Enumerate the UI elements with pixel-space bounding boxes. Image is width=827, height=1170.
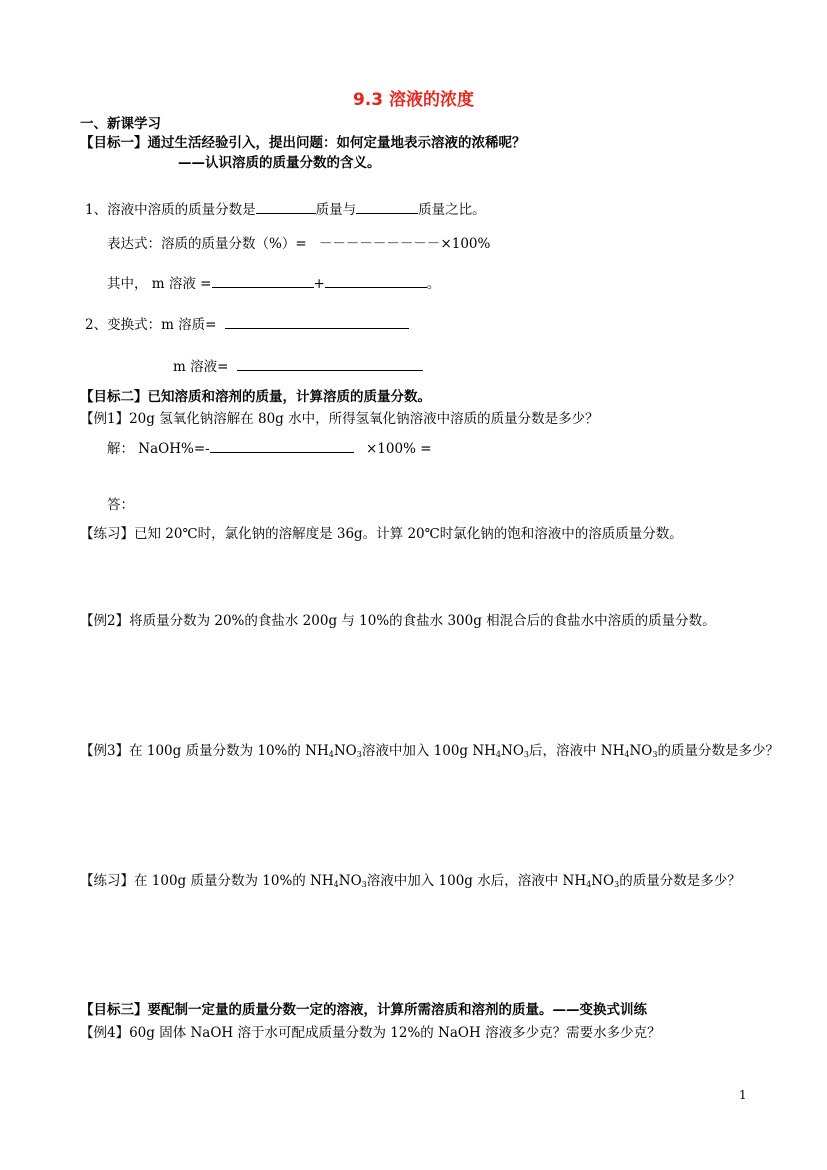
example-three-text-c: 溶液中加入 100g NH — [361, 743, 496, 759]
goal-one-subtitle: ——认识溶质的质量分数的含义。 — [178, 155, 381, 171]
blank-definition-2[interactable] — [356, 200, 418, 214]
blank-solute-formula[interactable] — [225, 315, 409, 329]
page-number: 1 — [739, 1088, 747, 1102]
subscript-4: 4 — [495, 750, 502, 759]
example-three — [80, 742, 779, 764]
solution-label: 解： NaOH%=- — [107, 441, 210, 457]
page-title: 9.3 溶液的浓度 — [352, 90, 475, 110]
blank-definition-1[interactable] — [256, 200, 316, 214]
practice-two-text-e: 的质量分数是多少？ — [619, 873, 741, 889]
blank-solvent-mass[interactable] — [325, 274, 427, 288]
section-heading: 一、新课学习 — [80, 116, 161, 132]
formula-fraction-dashes: －－－－－－－－－ — [318, 236, 441, 252]
where-label: 其中， m 溶液 = — [107, 276, 212, 292]
example-three-text-g: 的质量分数是多少？ — [657, 743, 779, 759]
formula-label: 表达式：溶质的质量分数（%）= — [107, 236, 307, 252]
goal-two-heading: 【目标二】已知溶质和溶剂的质量，计算溶质的质量分数。 — [80, 389, 431, 405]
goal-three-heading: 【目标三】要配制一定量的质量分数一定的溶液，计算所需溶质和溶剂的质量。——变换式训练 — [80, 1002, 647, 1018]
subscript-4: 4 — [333, 880, 339, 889]
subscript-4: 4 — [328, 750, 334, 759]
subscript-3: 3 — [652, 750, 658, 759]
practice-two — [80, 872, 741, 894]
subscript-3: 3 — [361, 880, 367, 889]
item-one-text-a: 1、溶液中溶质的质量分数是 — [85, 202, 256, 218]
blank-solute-mass[interactable] — [212, 274, 314, 288]
example-three-text-f: NO — [629, 743, 653, 759]
item-two-solution-label: m 溶液= — [173, 359, 229, 375]
practice-two-text-b: NO — [338, 873, 362, 889]
practice-one: 【练习】已知 20℃时，氯化钠的溶解度是 36g。计算 20℃时氯化钠的饱和溶液中的溶质质量分数。 — [80, 526, 683, 542]
blank-fraction[interactable] — [210, 444, 354, 453]
practice-two-text-c: 溶液中加入 100g 水后，溶液中 NH — [366, 873, 587, 889]
item-two-line — [85, 315, 409, 334]
where-end: 。 — [426, 276, 441, 292]
item-two-label: 2、变换式：m 溶质= — [85, 317, 217, 333]
where-plus: + — [313, 276, 325, 292]
formula-tail: ×100% — [440, 236, 491, 252]
answer-label: 答： — [107, 497, 134, 513]
item-one-text-c: 质量之比。 — [418, 202, 486, 218]
practice-two-text-d: NO — [591, 873, 615, 889]
example-one-solution — [107, 440, 432, 458]
example-three-text-d: NO — [501, 743, 524, 759]
example-three-text-b: NO — [333, 743, 357, 759]
item-one-text-b: 质量与 — [315, 202, 357, 218]
subscript-3: 3 — [614, 880, 620, 889]
practice-two-text-a: 【练习】在 100g 质量分数为 10%的 NH — [80, 873, 334, 889]
example-two: 【例2】将质量分数为 20%的食盐水 200g 与 10%的食盐水 300g 相混合后的食盐水中溶质的质量分数。 — [80, 613, 716, 629]
example-one: 【例1】20g 氢氧化钠溶解在 80g 水中，所得氢氧化钠溶液中溶质的质量分数是多少？ — [80, 411, 599, 427]
item-two-line-b — [173, 357, 423, 376]
goal-one-heading: 【目标一】通过生活经验引入，提出问题：如何定量地表示溶液的浓稀呢？ — [80, 135, 526, 151]
subscript-3: 3 — [356, 750, 362, 759]
item-one-definition — [85, 200, 486, 219]
example-four: 【例4】60g 固体 NaOH 溶于水可配成质量分数为 12%的 NaOH 溶液多少克？需要水多少克？ — [80, 1025, 661, 1041]
where-line — [107, 274, 440, 293]
subscript-4: 4 — [624, 750, 630, 759]
example-three-text-e: 后，溶液中 NH — [529, 743, 625, 759]
formula-line — [107, 235, 490, 253]
blank-solution-formula[interactable] — [237, 357, 423, 371]
solution-tail: ×100% = — [366, 441, 432, 457]
example-three-text-a: 【例3】在 100g 质量分数为 10%的 NH — [80, 743, 329, 759]
subscript-3: 3 — [523, 750, 529, 759]
subscript-4: 4 — [586, 880, 592, 889]
